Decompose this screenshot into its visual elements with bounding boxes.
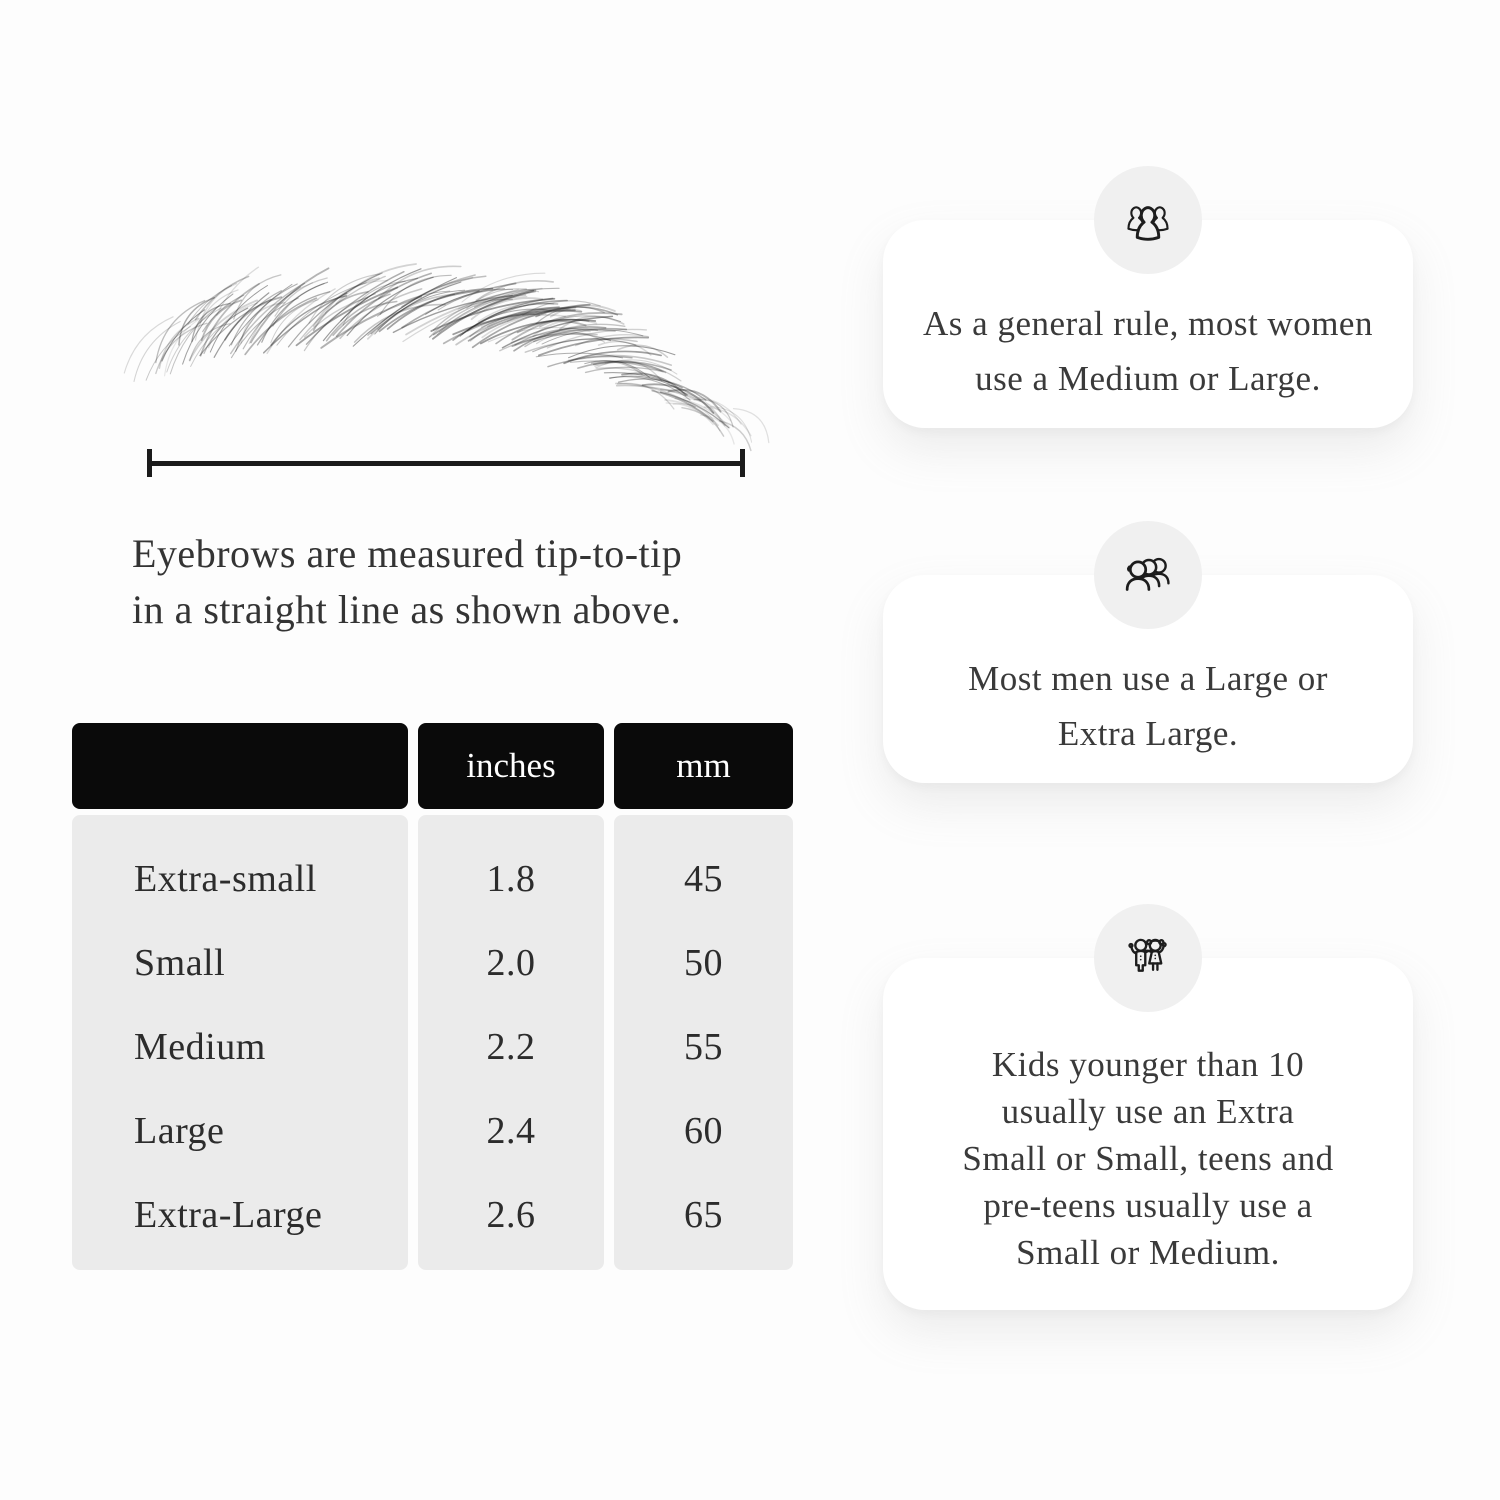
header-cell-mm: mm — [614, 723, 793, 809]
card-line: Most men use a Large or — [968, 659, 1328, 698]
size-label: Extra-small — [134, 858, 317, 900]
card-line: As a general rule, most women — [923, 304, 1373, 343]
measurement-tick-right — [740, 449, 745, 477]
measurement-caption — [132, 526, 792, 638]
kids-icon — [1119, 929, 1177, 987]
size-table-header — [72, 723, 793, 809]
caption-line-1: Eyebrows are measured tip-to-tip — [132, 531, 683, 576]
header-cell-size — [72, 723, 408, 809]
kids-advice-card — [883, 958, 1413, 1310]
men-group-icon — [1119, 546, 1177, 604]
size-label: Extra-Large — [134, 1194, 323, 1236]
inches-value: 2.0 — [486, 942, 536, 984]
inches-value: 2.2 — [486, 1026, 536, 1068]
inches-value: 1.8 — [486, 858, 536, 900]
mm-column — [614, 815, 793, 1270]
card-line: Extra Large. — [1057, 714, 1239, 753]
men-advice-card — [883, 575, 1413, 783]
women-group-icon — [1119, 191, 1177, 249]
mm-value: 65 — [684, 1194, 723, 1236]
caption-line-2: in a straight line as shown above. — [132, 587, 682, 632]
mm-value: 50 — [684, 942, 723, 984]
size-column — [72, 815, 408, 1270]
icon-badge — [1094, 166, 1202, 274]
card-line: pre-teens usually use a — [983, 1185, 1313, 1225]
card-line: Small or Small, teens and — [962, 1138, 1334, 1178]
icon-badge — [1094, 521, 1202, 629]
card-line: Small or Medium. — [1016, 1232, 1280, 1272]
mm-value: 55 — [684, 1026, 723, 1068]
card-line: Kids younger than 10 — [991, 1044, 1305, 1084]
measurement-line — [147, 449, 745, 477]
inches-column — [418, 815, 604, 1270]
header-cell-inches: inches — [418, 723, 604, 809]
inches-value: 2.6 — [486, 1194, 536, 1236]
size-label: Small — [134, 942, 226, 984]
measurement-bar — [149, 461, 743, 466]
icon-badge — [1094, 904, 1202, 1012]
mm-value: 60 — [684, 1110, 723, 1152]
size-table-body — [72, 815, 793, 1270]
card-line: usually use an Extra — [1001, 1091, 1295, 1131]
women-advice-card — [883, 220, 1413, 428]
card-line: use a Medium or Large. — [975, 359, 1321, 398]
size-label: Medium — [134, 1026, 266, 1068]
inches-value: 2.4 — [486, 1110, 536, 1152]
size-label: Large — [134, 1110, 225, 1152]
mm-value: 45 — [684, 858, 723, 900]
